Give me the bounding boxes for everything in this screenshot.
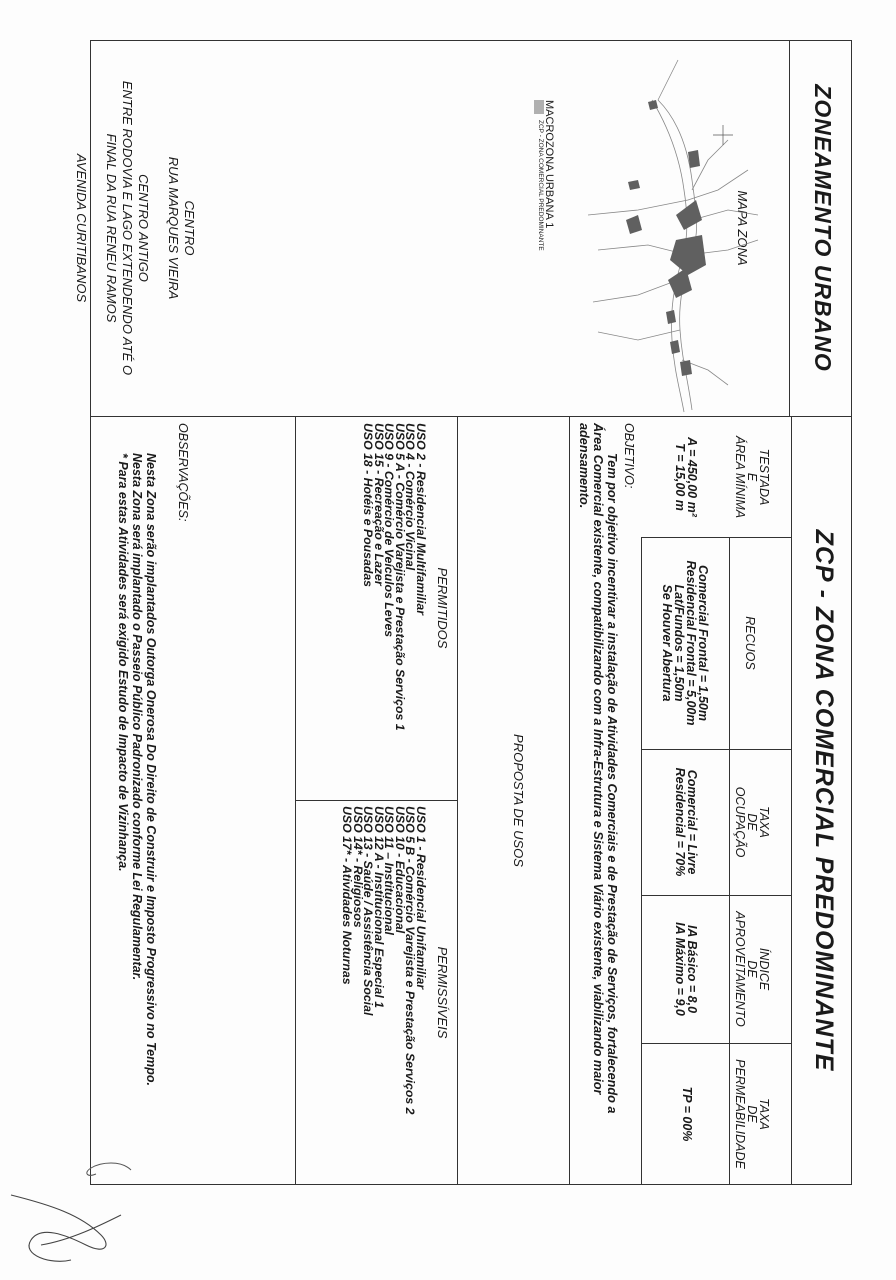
observacao-line-3: * Para estas Atividades será exigido Estudo de Impacto de Vizinhança. [116, 453, 130, 872]
street-centro-antigo: CENTRO ANTIGO [136, 174, 151, 282]
uses-col-divider [296, 800, 458, 801]
signature-mark-small [76, 1150, 136, 1190]
value-recuos: Comercial Frontal = 1,50m Residencial Frontal = 5,00m Lat/Fundos = 1,50m Se Houver Abertura [660, 560, 710, 726]
observacoes-label: OBSERVAÇÕES: [176, 423, 190, 522]
street-avenida-curitibanos: AVENIDA CURITIBANOS [74, 153, 89, 303]
title-divider-left [789, 40, 790, 416]
permitido-item: USO 5 A - Comércio Varejista e Prestação Serviços 1 [393, 423, 407, 731]
table-bottom-divider [641, 537, 642, 1185]
value-taxa-ocupacao: Comercial = Livre Residencial = 70% [673, 767, 699, 877]
permitidos-list [363, 423, 426, 800]
objective-line-3: adensamento. [577, 423, 591, 509]
permitido-item: USO 15 - Recreação e Lazer [372, 423, 386, 586]
zone-map [538, 40, 788, 416]
proposta-title: PROPOSTA DE USOS [511, 734, 526, 867]
objective-label: OBJETIVO: [622, 423, 636, 489]
left-right-divider [90, 416, 852, 417]
permissiveis-title: PERMISSÍVEIS [435, 946, 450, 1039]
permissivel-item: USO 17* - Atividades Noturnas [340, 806, 355, 985]
street-entre-rodovia: ENTRE RODOVIA E LAGO EXTENDENDO ATÉ O [120, 80, 135, 376]
value-testada: A = 450,00 m² T = 15,00 m [673, 437, 699, 517]
title-divider-right [791, 416, 792, 1185]
signature-mark-large [0, 1185, 141, 1280]
permissivel-item: USO 13 - Saúde / Assistência Social [361, 806, 376, 1016]
permissivel-item: USO 14* - Religiosos [351, 806, 365, 928]
observacao-line-1: Nesta Zona serão implantados Outorga Onerosa Do Direito de Construir e Imposto Progressivo no Tempo. [144, 453, 158, 1086]
permitido-item: USO 2 - Residencial Multifamiliar [414, 423, 428, 616]
permissivel-item: USO 5 B - Comércio Varejista e Prestação Serviços 2 [403, 806, 418, 1115]
table-header-divider [729, 537, 730, 1185]
observacao-line-2: Nesta Zona será implantado o Passeio Público Padronizado conforme Lei Regulamentar. [130, 453, 144, 981]
permitido-item: USO 9 - Comércio de Veículos Leves [382, 423, 397, 638]
legend-label: ZCP - ZONA COMERCIAL PREDOMINANTE [537, 120, 544, 251]
header-testada: TESTADA E ÁREA MÍNIMA [733, 435, 771, 519]
permissivel-item: USO 12 A - Institucional Especial 1 [372, 806, 386, 1009]
permissiveis-list [342, 806, 426, 1185]
permitido-item: USO 18 - Hotéis e Pousadas [361, 423, 376, 588]
header-taxa-permeabilidade: TAXA DE PERMEABILIDADE [733, 1059, 771, 1169]
objective-line-2: Área Comercial existente, compatibilizando com a Infra-Estrutura e Sistema Viário existente, viabilizando maior [591, 423, 605, 1095]
zone-title: ZCP - ZONA COMERCIAL PREDOMINANTE [810, 529, 838, 1072]
header-recuos: RECUOS [743, 616, 757, 670]
objective-divider [569, 416, 570, 1185]
permitido-item: USO 4 - Comércio Vicinal [403, 423, 418, 571]
objective-line-1: Tem por objetivo incentivar a instalação de Atividades Comerciais e de Prestação de Serviços, fortalecendo a [605, 453, 619, 1114]
macrozone-label: MACROZONA URBANA 1 [543, 100, 555, 229]
map-label: MAPA ZONA [735, 190, 750, 266]
left-title: ZONEAMENTO URBANO [810, 84, 836, 372]
uses-bottom-divider [295, 416, 296, 1185]
permissivel-item: USO 10 - Educacional [393, 806, 407, 934]
header-taxa-ocupacao: TAXA DE OCUPAÇÃO [733, 786, 771, 858]
permissivel-item: USO 11 – Institucional [382, 806, 397, 935]
header-indice-aproveitamento: ÍNDICE DE APROVEITAMENTO [733, 911, 771, 1027]
street-centro: CENTRO [182, 200, 197, 256]
street-final-rua-reneu: FINAL DA RUA RENEU RAMOS [104, 133, 119, 323]
value-taxa-permeabilidade: TP = 00% [680, 1086, 694, 1142]
value-indice-aproveitamento: IA Básico = 8,0 IA Máximo = 9,0 [673, 922, 699, 1016]
street-rua-marques-vieira: RUA MARQUES VIEIRA [166, 156, 181, 300]
permitidos-title: PERMITIDOS [435, 567, 450, 649]
permissivel-item: USO 1 - Residencial Unifamiliar [414, 806, 428, 990]
